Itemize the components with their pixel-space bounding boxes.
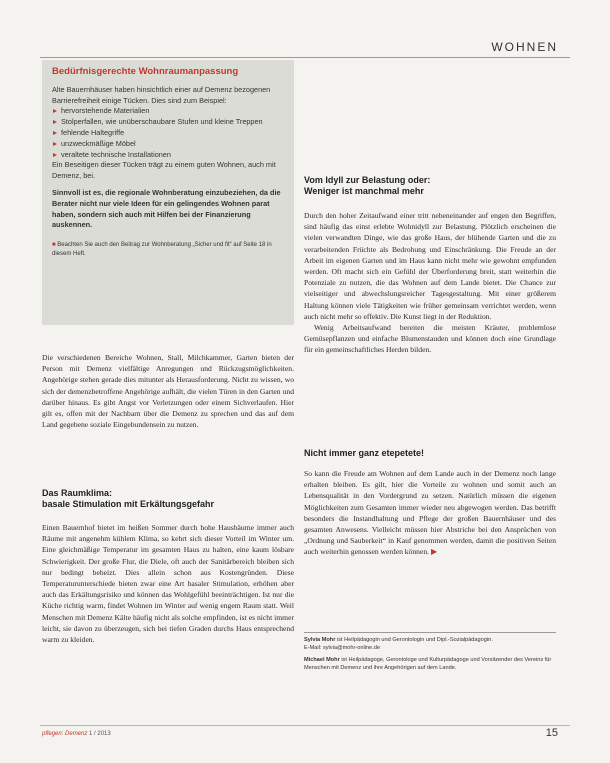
list-item: hervorstehende Materialien: [52, 106, 284, 117]
list-item: fehlende Haltegriffe: [52, 128, 284, 139]
author-1: [304, 636, 556, 652]
heading-line: basale Stimulation mit Erkältungsgefahr: [42, 499, 215, 509]
issue-number: 1 / 2013: [89, 731, 111, 737]
paragraph: Durch den hoher Zeitaufwand einer tritt nebeneinander auf engen den Begriffen, sind häufig das einst erlebte Wohnidyll zur Belastung. Plötzlich erscheinen die vielen verwandten Dinge, wie das große Haus, der blühende Garten und die zu verarbeitenden Früchte als Bedrohung und Einschränkung. Die Freude an der Arbeit im eigenen Garten und im Haus kann nicht mehr wie gewohnt empfunden werden. Oft macht sich ein Gefühl der Überforderung breit, statt weiterhin die Potenziale zu nutzen, die das Wohnen auf dem Lande bietet. Die Chance zur vielseitiger und abwechslungsreicher Tagesgestaltung. Mit einer größerem Haltung können viele Tätigkeiten wie früher gemeinsam verrichtet werden, wenn auch nicht mehr so effektiv. Die Kunst liegt in der Reduktion.: [304, 211, 556, 321]
heading-line: Vom Idyll zur Belastung oder:: [304, 175, 431, 185]
paragraph: Wenig Arbeitsaufwand bereiten die meisten Kräuter, problemlose Gemüsepflanzen und einfache Blumenstauden und können doch eine Grundlage für ein gemeinschaftliches Herden bilden.: [304, 323, 556, 355]
author-rule: [304, 632, 556, 633]
info-box-tip-text: Beachten Sie auch den Beitrag zur Wohnberatung „Sicher und fit“ auf Seite 18 in diesem Heft.: [52, 242, 272, 257]
info-box-strong: Sinnvoll ist es, die regionale Wohnberatung einzubeziehen, da die Berater nicht nur viele Ideen für ein gelingendes Wohnen parat haben, sondern sich auch mit Hilfen bei der Finanzierung auskennen.: [52, 187, 281, 230]
right-column-body2: [304, 468, 556, 558]
paragraph: [304, 468, 556, 558]
end-mark-icon: ▶: [430, 547, 438, 557]
author-box: [304, 632, 556, 676]
heading-line: Weniger ist manchmal mehr: [304, 186, 424, 196]
section-label: WOHNEN: [491, 40, 558, 54]
info-box-title: Bedürfnisgerechte Wohnraumanpassung: [52, 66, 239, 77]
list-item: unzweckmäßige Möbel: [52, 139, 284, 150]
paragraph: Die verschiedenen Bereiche Wohnen, Stall, Milchkammer, Garten bieten der Person mit Demenz vielfältige Anregungen und Rückzugsmöglichkeiten. Angehörige stehen gerade dies mitunter als Herausforderung. Nicht zu wissen, wo sich der demenzbetroffene Angehörige aufhält, die vielen Türen in den Garten und darüber hinaus. Es gibt Angst vor Verletzungen oder einem Sichverlaufen. Hier gilt es, offen mit der Nachbarn über die Demenz zu sprechen und das auf dem Land gegebene soziale Eingebundensein zu nutzen.: [42, 353, 294, 430]
right-column-body1: [304, 210, 556, 356]
list-item: veraltete technische Installationen: [52, 150, 284, 161]
info-box: [42, 60, 294, 325]
footer-rule: [40, 725, 570, 726]
page-number: 15: [545, 727, 558, 739]
author-1-email: E-Mail: sylvia@mohr-online.de: [304, 645, 380, 651]
author-2-text: ist Heilpädagoge, Gerontologe und Kulturpädagoge und Vorsitzender des Vereins für Menschen mit Demenz und ihre Angehörigen auf dem Lande.: [304, 657, 552, 671]
magazine-name: pflegen: Demenz: [42, 731, 88, 737]
author-2-name: Michael Mohr: [304, 657, 340, 663]
author-1-desc: [304, 636, 556, 644]
footer-info: [42, 731, 111, 737]
info-box-after: Ein Beseitigen dieser Tücken trägt zu einem guten Wohnen, auch mit Demenz, bei.: [52, 160, 276, 181]
heading-line: Das Raumklima:: [42, 488, 113, 498]
header-rule: [40, 57, 570, 58]
paragraph-text: So kann die Freude am Wohnen auf dem Lande auch in der Demenz noch lange erhalten bleiben. Es gilt, hier die Vorteile zu wohnen und somit auch an Lebensqualität in den Vordergrund zu setzen. Natürlich müssen die eigenen Möglichkeiten zum Gesamten immer wieder neu abgewogen werden. Das betrifft besonders die Instandhaltung und Pflege der großen Bauernhäuser und des gesamten Anwesens. Vielleicht müssen hier Abstriche bei den Ansprüchen von „Ordnung und Sauberkeit“ in Kauf genommen werden, damit die positiven Seiten auch weiterhin genossen werden können.: [304, 469, 556, 557]
left-column-body1: [42, 352, 294, 430]
author-1-name: Sylvia Mohr: [304, 637, 336, 643]
author-1-text: ist Heilpädagogin und Gerontologin und Dipl.-Sozialpädagogin.: [336, 637, 493, 643]
right-heading2: [304, 448, 556, 459]
heading-line: Nicht immer ganz etepetete!: [304, 448, 425, 458]
info-box-tip: [52, 241, 284, 258]
left-heading: [42, 488, 294, 510]
info-box-intro: Alte Bauernhäuser haben hinsichtlich einer auf Demenz bezogenen Barrierefreiheit einige Tücken. Dies sind zum Beispiel:: [52, 84, 271, 105]
author-2-desc: [304, 656, 556, 672]
left-column-body2: [42, 522, 294, 645]
paragraph: Einen Bauernhof bietet im heißen Sommer durch hohe Hausbäume immer auch Räume mit angenehm kühlem Klima, so kehrt sich dieser Vorteil im Winter um. Eine gleichmäßige Temperatur im gesamten Haus zu halten, eine kaum lösbare Schwierigkeit. Der große Flur, die Diele, oft auch der Sanitärbereich bleiben sich nur bedingt beheizt. Dies allein schon aus Kostengründen. Diese Temperaturunterschiede bieten zwar eine Art basaler Stimulation, erhöhen aber auch das Erkältungsrisiko und können das Wohlgefühl beeinträchtigen. Ist nur die Küche richtig warm, findet Wohnen im Winter auf wenig engem Raum statt. Weil Menschen mit Demenz Kälte häufig nicht als solche empfinden, ist es nicht immer leicht, sie davon zu überzeugen, sich bei tiefen Graden durchs Haus entsprechend warm zu kleiden.: [42, 523, 294, 645]
author-2: [304, 656, 556, 672]
tip-mark-icon: ■: [52, 242, 56, 249]
info-box-list: [52, 106, 284, 160]
list-item: Stolperfallen, wie unüberschaubare Stufen und kleine Treppen: [52, 117, 284, 128]
right-heading1: [304, 175, 556, 197]
